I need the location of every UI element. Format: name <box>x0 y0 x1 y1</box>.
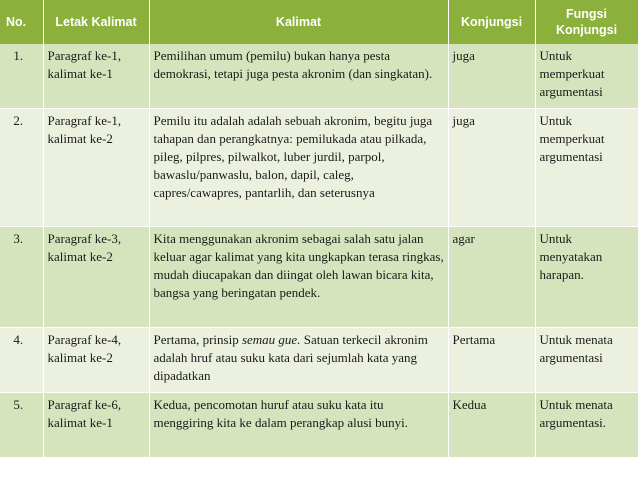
cell-fungsi: Untuk memperkuat argumentasi <box>535 44 638 109</box>
table-row <box>0 227 638 328</box>
cell-letak: Paragraf ke-6, kalimat ke-1 <box>43 393 149 458</box>
table-row <box>0 328 638 393</box>
cell-no: 3. <box>0 227 43 328</box>
cell-fungsi: Untuk memperkuat argumentasi <box>535 109 638 227</box>
cell-konjungsi: juga <box>448 109 535 227</box>
table-row <box>0 44 638 109</box>
header-no: No. <box>0 0 43 44</box>
cell-letak: Paragraf ke-1, kalimat ke-2 <box>43 109 149 227</box>
cell-letak: Paragraf ke-1, kalimat ke-1 <box>43 44 149 109</box>
cell-kalimat: Pemilu itu adalah adalah sebuah akronim, begitu juga tahapan dan perangkatnya: pemilukada atau pilkada, pileg, pilpres, pilwalkot, luber jurdil, parpol, bawaslu/panwaslu, balon, dapil, caleg, capres/cawapres, pantarlih, dan seterusnya <box>149 109 448 227</box>
cell-no: 1. <box>0 44 43 109</box>
cell-kalimat: Kita menggunakan akronim sebagai salah satu jalan keluar agar kalimat yang kita ungkapkan terasa ringkas, mudah diucapakan dan diingat oleh lawan bicara kita, bangsa yang beringatan pendek. <box>149 227 448 328</box>
cell-fungsi: Untuk menata argumentasi. <box>535 393 638 458</box>
kalimat-text-after: Satuan terkecil akronim adalah hruf atau suku kata dari sejumlah kata yang dipadatkan <box>153 332 428 383</box>
cell-konjungsi: juga <box>448 44 535 109</box>
cell-no: 5. <box>0 393 43 458</box>
kalimat-italic-phrase: semau gue. <box>241 332 301 347</box>
cell-no: 4. <box>0 328 43 393</box>
table-row <box>0 109 638 227</box>
cell-kalimat: Kedua, pencomotan huruf atau suku kata itu menggiring kita ke dalam perangkap alusi bunyi. <box>149 393 448 458</box>
header-letak-kalimat: Letak Kalimat <box>43 0 149 44</box>
cell-letak: Paragraf ke-3, kalimat ke-2 <box>43 227 149 328</box>
cell-fungsi: Untuk menata argumentasi <box>535 328 638 393</box>
header-row <box>0 0 638 44</box>
table-row <box>0 393 638 458</box>
cell-kalimat: Pemilihan umum (pemilu) bukan hanya pesta demokrasi, tetapi juga pesta akronim (dan singkatan). <box>149 44 448 109</box>
cell-konjungsi: agar <box>448 227 535 328</box>
cell-kalimat <box>149 328 448 393</box>
cell-no: 2. <box>0 109 43 227</box>
kalimat-text-before: Pertama, prinsip <box>153 332 242 347</box>
cell-letak: Paragraf ke-4, kalimat ke-2 <box>43 328 149 393</box>
header-fungsi-konjungsi: Fungsi Konjungsi <box>535 0 638 44</box>
header-konjungsi: Konjungsi <box>448 0 535 44</box>
cell-konjungsi: Kedua <box>448 393 535 458</box>
cell-fungsi: Untuk menyatakan harapan. <box>535 227 638 328</box>
header-kalimat: Kalimat <box>149 0 448 44</box>
cell-konjungsi: Pertama <box>448 328 535 393</box>
